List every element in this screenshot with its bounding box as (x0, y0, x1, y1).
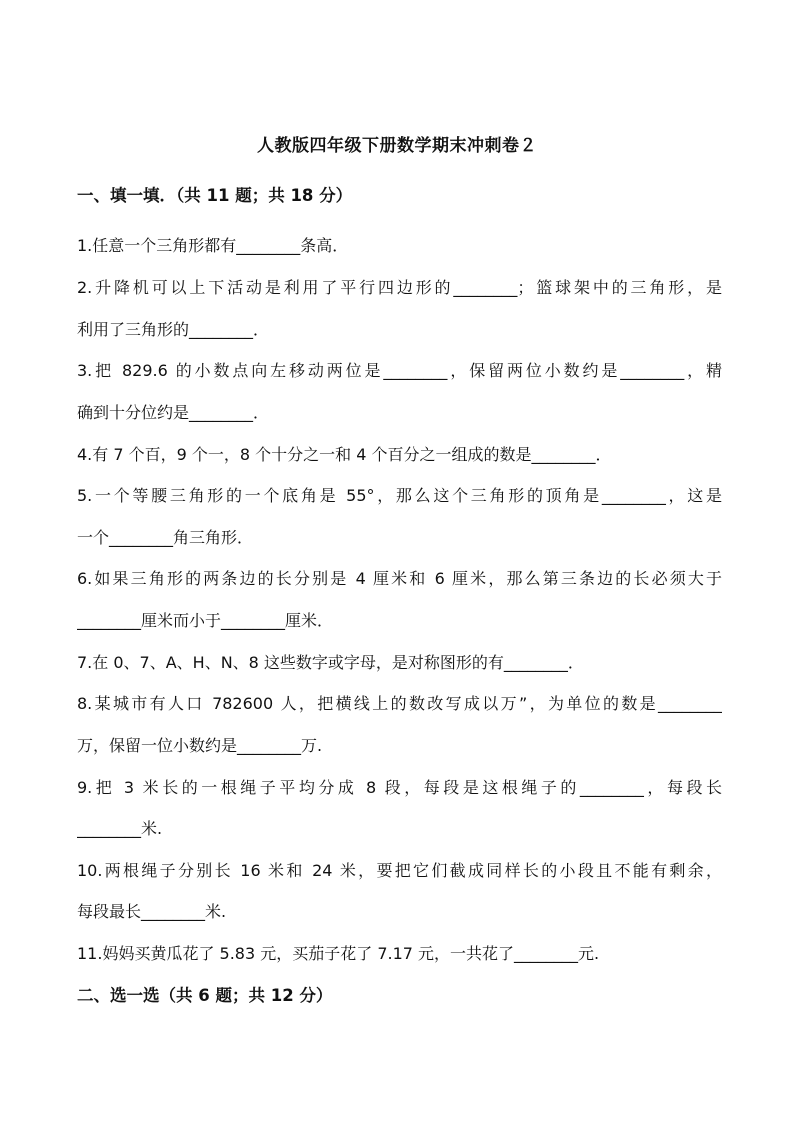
question-9-line-2: ________米. (77, 819, 163, 838)
question-9-line-1: 9.把 3 米长的一根绳子平均分成 8 段，每段是这根绳子的________，每段长 (77, 778, 722, 797)
question-10-line-1: 10.两根绳子分别长 16 米和 24 米，要把它们截成同样长的小段且不能有剩余， (77, 861, 722, 880)
question-2-line-1: 2.升降机可以上下活动是利用了平行四边形的________；篮球架中的三角形，是 (77, 278, 722, 297)
question-5-line-1: 5.一个等腰三角形的一个底角是 55°，那么这个三角形的顶角是________，这是 (77, 486, 722, 505)
question-7: 7.在 0、7、A、H、N、8 这些数字或字母，是对称图形的有________． (77, 653, 584, 672)
question-2-line-2: 利用了三角形的________． (77, 320, 270, 339)
question-6-line-1: 6.如果三角形的两条边的长分别是 4 厘米和 6 厘米，那么第三条边的长必须大于 (77, 569, 722, 588)
question-10-line-2: 每段最长________米. (77, 902, 227, 921)
section-heading-choose: 二、选一选（共 6 题；共 12 分） (77, 986, 333, 1005)
question-3-line-1: 3.把 829.6 的小数点向左移动两位是________，保留两位小数约是________，精 (77, 361, 722, 380)
question-11: 11.妈妈买黄瓜花了 5.83 元，买茄子花了 7.17 元，一共花了________元. (77, 944, 600, 963)
question-6-line-2: ________厘米而小于________厘米． (77, 611, 334, 630)
question-8-line-2: 万，保留一位小数约是________万. (77, 736, 323, 755)
question-3-line-2: 确到十分位约是________． (77, 403, 270, 422)
question-4: 4.有 7 个百，9 个一，8 个十分之一和 4 个百分之一组成的数是________． (77, 445, 612, 464)
question-1: 1.任意一个三角形都有________条高． (77, 236, 349, 255)
section-heading-fill-in: 一、填一填．（共 11 题；共 18 分） (77, 186, 353, 205)
page-title: 人教版四年级下册数学期末冲刺卷２ (257, 136, 537, 156)
question-8-line-1: 8.某城市有人口 782600 人，把横线上的数改写成以万”，为单位的数是________ (77, 694, 722, 713)
question-5-line-2: 一个________角三角形． (77, 528, 254, 547)
